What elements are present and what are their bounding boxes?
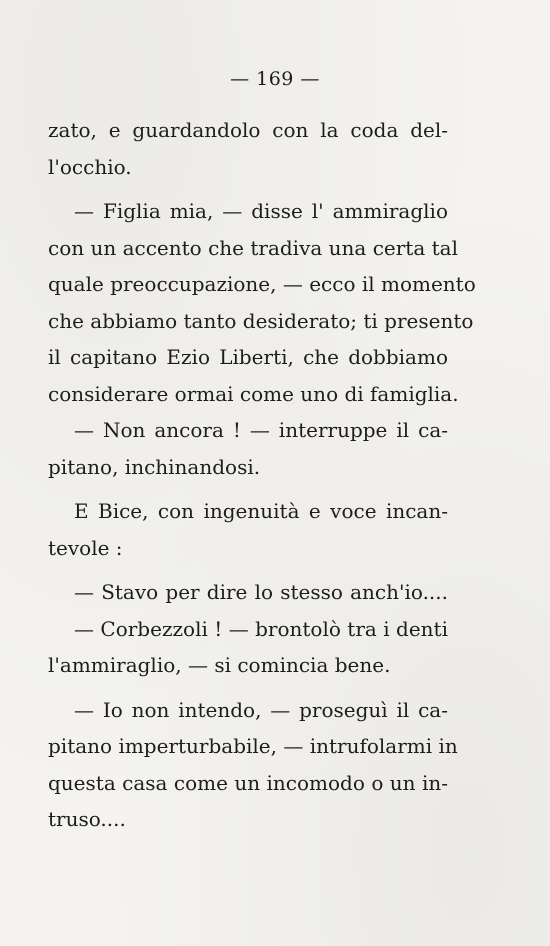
text-line: l'ammiraglio, — si comincia bene.	[48, 653, 391, 677]
text-line: considerare ormai come uno di famiglia.	[48, 381, 459, 406]
text-line: l'occhio.	[48, 154, 132, 179]
paragraph-gap	[48, 185, 448, 193]
text-line: pitano imperturbabile, — intrufolarmi in	[48, 734, 458, 758]
text-line: questa casa come un incomodo o un in-	[48, 770, 448, 795]
page-number: — 169 —	[230, 68, 320, 90]
text-line: con un accento che tradiva una certa tal	[48, 235, 458, 260]
paragraph-gap	[48, 684, 448, 692]
text-line: quale preoccupazione, — ecco il momento	[48, 272, 476, 296]
text-line: — Stavo per dire lo stesso anch'io....	[74, 580, 448, 604]
text-line: truso....	[48, 807, 126, 831]
text-line: — Corbezzoli ! — brontolò tra i denti	[74, 616, 448, 641]
paragraph-gap	[48, 485, 448, 493]
text-line: tevole :	[48, 535, 123, 560]
text-line: — Figlia mia, — disse l' ammiraglio	[74, 199, 448, 223]
text-line: E Bice, con ingenuità e voce incan-	[74, 499, 448, 523]
text-line: il capitano Ezio Liberti, che dobbiamo	[48, 345, 448, 369]
body-text	[48, 112, 476, 838]
text-line: zato, e guardandolo con la coda del-	[48, 118, 448, 142]
text-line: — Non ancora ! — interruppe il ca-	[74, 418, 448, 442]
paragraph-gap	[48, 566, 448, 574]
text-line: pitano, inchinandosi.	[48, 454, 261, 479]
text-line: che abbiamo tanto desiderato; ti presento	[48, 308, 474, 333]
text-line: — Io non intendo, — proseguì il ca-	[74, 697, 448, 722]
